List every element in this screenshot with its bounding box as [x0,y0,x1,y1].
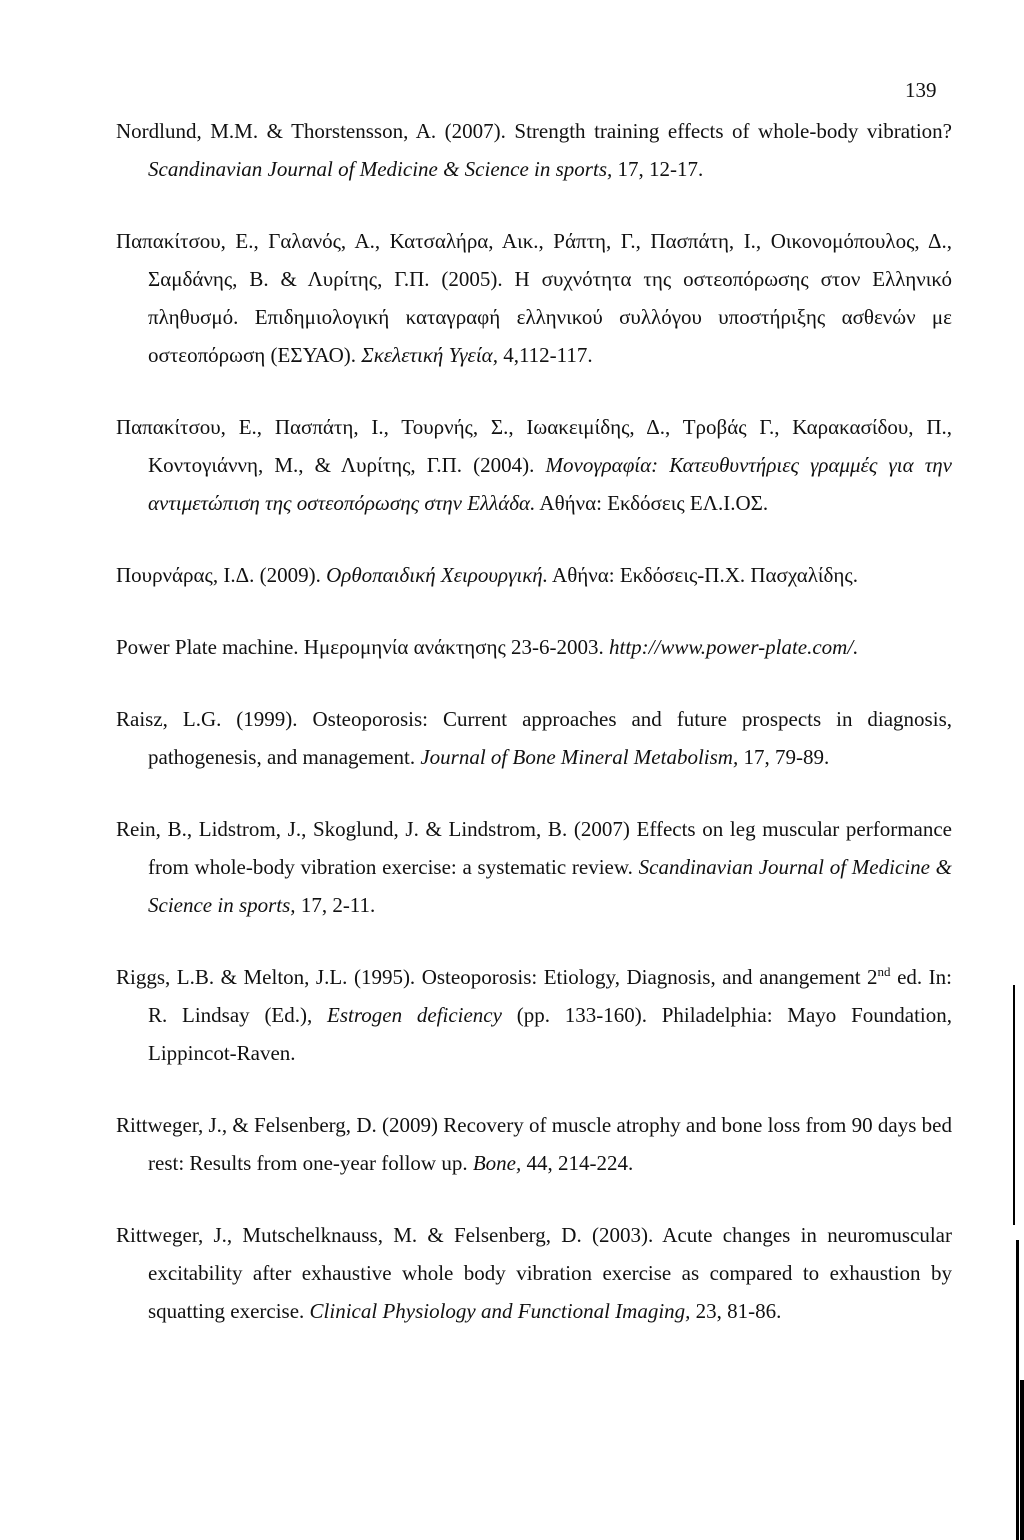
reference-tail: (pp. 133-160). Philadelphia: Mayo Foundation, Lippincot-Raven. [148,1003,952,1065]
reference-source: Clinical Physiology and Functional Imaging, [309,1299,691,1323]
reference-authors: Rittweger, J., & Felsenberg, D. (2009) Recovery of muscle atrophy and bone loss from 90 days bed rest: Results from one-year follow up. [116,1113,952,1175]
reference-entry [116,700,952,776]
reference-entry [116,556,952,594]
reference-source: Σκελετική Υγεία, [361,343,498,367]
reference-entry [116,958,952,1072]
reference-source: Scandinavian Journal of Medicine & Science in sports, [148,855,952,917]
reference-source: Bone, [472,1151,522,1175]
reference-authors: Nordlund, M.M. & Thorstensson, A. (2007). Strength training effects of whole-body vibration? [116,119,952,143]
reference-entry [116,1216,952,1330]
reference-entry [116,1106,952,1182]
reference-source: Estrogen deficiency [327,1003,502,1027]
scan-edge-line [1013,985,1015,1225]
reference-tail: Αθήνα: Εκδόσεις ΕΛ.Ι.ΟΣ. [535,491,769,515]
reference-tail: 4,112-117. [497,343,593,367]
page-number: 139 [905,78,937,102]
reference-entry [116,222,952,374]
reference-link[interactable]: http://www.power-plate.com/. [609,635,859,659]
reference-source: Scandinavian Journal of Medicine & Science in sports, [148,157,613,181]
reference-tail: 17, 2-11. [295,893,376,917]
reference-superscript: nd [877,964,891,979]
scan-edge-line [1020,1380,1024,1540]
reference-tail: 23, 81-86. [690,1299,782,1323]
reference-entry [116,628,952,666]
reference-source: Journal of Bone Mineral Metabolism, [420,745,739,769]
reference-list [116,112,952,1364]
reference-authors: Παπακίτσου, Ε., Γαλανός, Α., Κατσαλήρα, Αικ., Ράπτη, Γ., Πασπάτη, Ι., Οικονομόπουλος, Δ., Σαμδάνης, Β. & Λυρίτης, Γ.Π. (2005). Η συχνότητα της οστεοπόρωσης στον Ελληνικό πληθυσμό. Επιδημιολογική καταγραφή ελληνικού συλλόγου υποστήριξης ασθενών με οστεοπόρωση (ΕΣΥΑΟ). [116,229,952,367]
reference-source: Ορθοπαιδική Χειρουργική. [326,563,548,587]
reference-authors: Riggs, L.B. & Melton, J.L. (1995). Osteoporosis: Etiology, Diagnosis, and anangement 2 [116,965,878,989]
reference-authors: Raisz, L.G. (1999). Osteoporosis: Current approaches and future prospects in diagnosis, pathogenesis, and management. [116,707,952,769]
reference-tail: 17, 12-17. [612,157,704,181]
reference-authors: Rein, B., Lidstrom, J., Skoglund, J. & Lindstrom, B. (2007) Effects on leg muscular performance from whole-body vibration exercise: a systematic review. [116,817,952,879]
reference-source: Μονογραφία: Κατευθυντήριες γραμμές για την αντιμετώπιση της οστεοπόρωσης στην Ελλάδα. [148,453,952,515]
reference-authors: Παπακίτσου, Ε., Πασπάτη, Ι., Τουρνής, Σ., Ιωακειμίδης, Δ., Τροβάς Γ., Καρακασίδου, Π., Κοντογιάννη, Μ., & Λυρίτης, Γ.Π. (2004). [116,415,952,477]
reference-authors: Power Plate machine. Ημερομηνία ανάκτησης 23-6-2003. [116,635,609,659]
reference-tail: Αθήνα: Εκδόσεις-Π.Χ. Πασχαλίδης. [547,563,858,587]
scan-edge-line [1016,1240,1019,1540]
reference-entry [116,112,952,188]
reference-authors: Πουρνάρας, Ι.Δ. (2009). [116,563,327,587]
reference-tail: 17, 79-89. [738,745,830,769]
reference-tail: 44, 214-224. [521,1151,634,1175]
reference-authors: Rittweger, J., Mutschelknauss, M. & Felsenberg, D. (2003). Acute changes in neuromuscular excitability after exhaustive whole body vibration exercise as compared to exhaustion by squatting exercise. [116,1223,952,1323]
reference-entry [116,408,952,522]
reference-entry [116,810,952,924]
reference-authors-cont: ed. In: R. Lindsay (Ed.), [148,965,952,1027]
